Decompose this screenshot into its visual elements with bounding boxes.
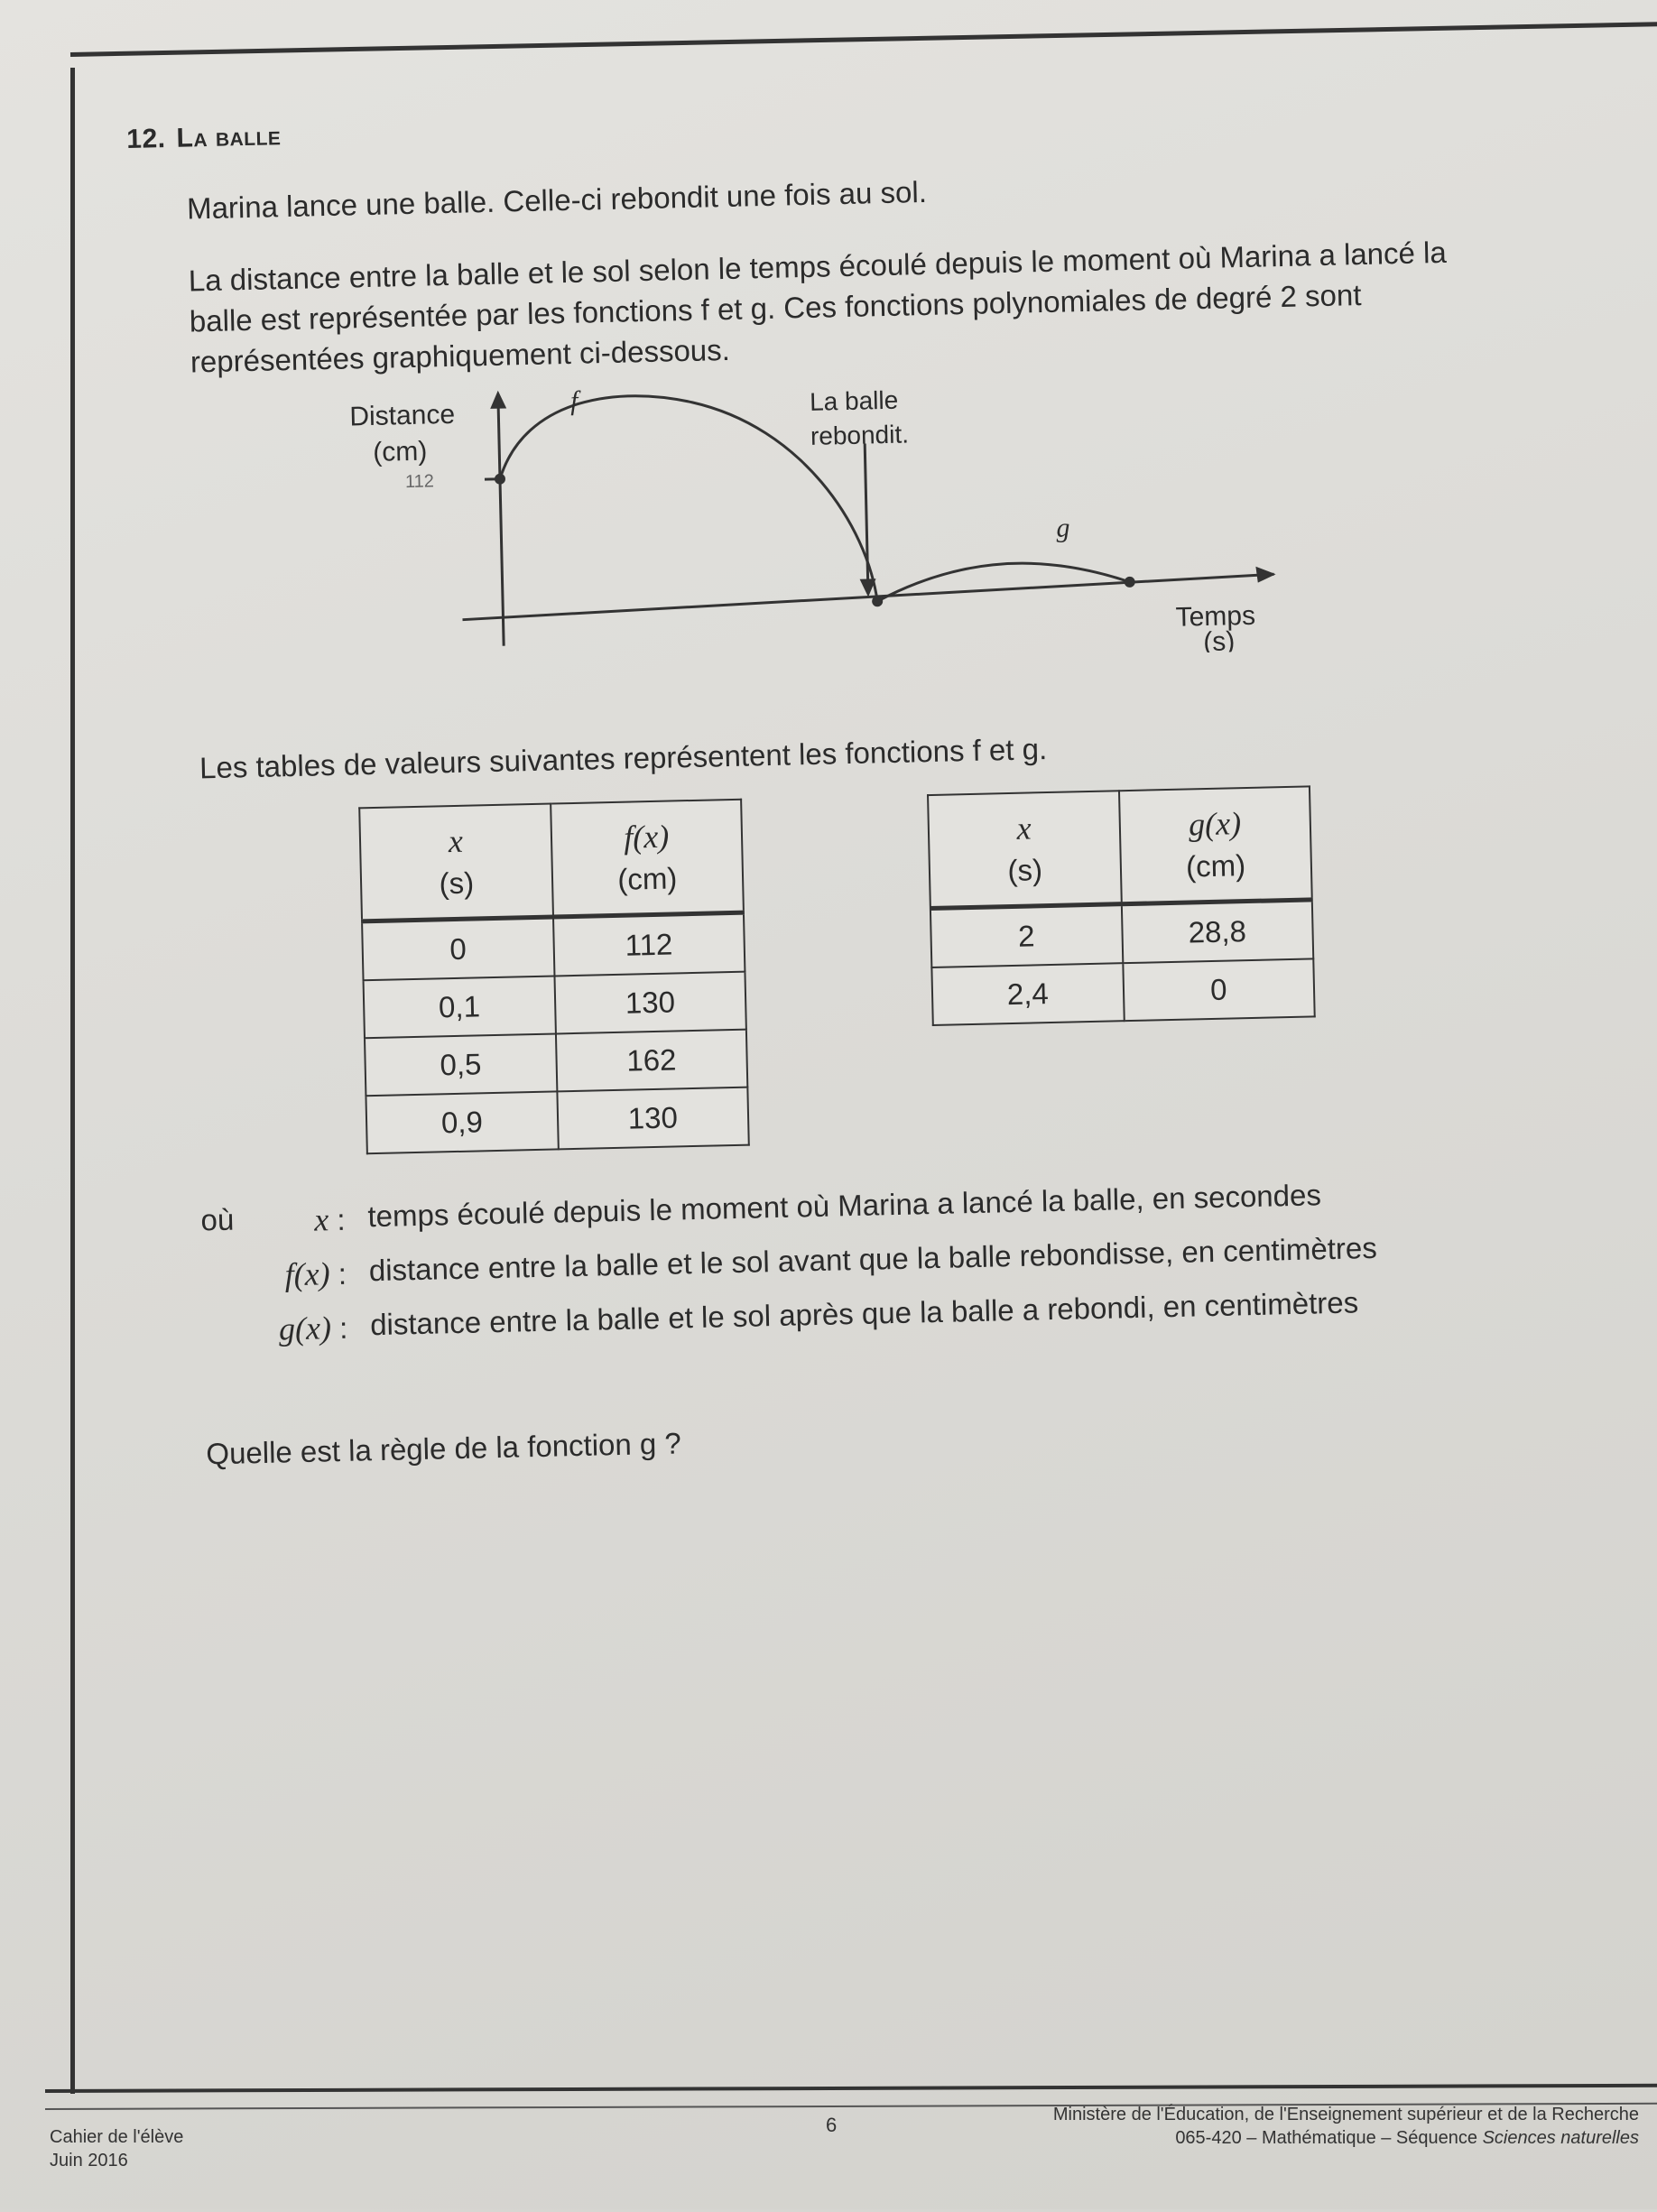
annotation-line1: La balle: [810, 386, 899, 416]
x-axis-unit: (s): [1203, 626, 1236, 657]
table-row: 2,4 0: [931, 958, 1314, 1025]
y-axis-label: Distance: [349, 400, 455, 432]
table-row: 2 28,8: [930, 900, 1313, 967]
table-row: 0,9 130: [366, 1087, 748, 1154]
footer-right: Ministère de l'Éducation, de l'Enseignement supérieur et de la Recherche 065-420 – Mathématique – Séquence Sciences naturelles: [1053, 2103, 1639, 2150]
question-number: 12.: [126, 124, 166, 154]
handwritten-112: 112: [405, 471, 434, 492]
question-content: 12. La balle Marina lance une balle. Celle-ci rebondit une fois au sol. La distance entre la balle et le sol selon le temps écoulé depuis le moment où Marina a lancé la balle est représentée par les fonctions f et g. Ces fonctions polynomiales de degré 2 sont représentées graphiquement ci-dessous. Distance (cm) 112 f g La balle rebondit. Temps (s) Les tables de valeurs suivantes représentent les fonctions f et g. x (s) f(x) (cm) 0 112 0,1 130 0,5 162 0,9 130 x (s) g(x) (cm) 2 28,8 2,4 0 où x : temps écoulé depuis le moment où Marina a lancé la balle, en secondes f(x) : distance entre la balle et le sol avant que la balle rebondisse, en centimètres g(x) : distance entre la balle et le sol après que la balle a rebondi, en centimètres Quelle est la règle de la fonction g ?: [0, 0, 1657, 2212]
annotation-line2: rebondit.: [810, 420, 910, 449]
y-axis-unit: (cm): [373, 437, 428, 467]
table-row: 0,1 130: [364, 972, 746, 1039]
footer-left: Cahier de l'élève Juin 2016: [50, 2125, 183, 2172]
legend-intro: où: [200, 1203, 235, 1238]
intro-text: Marina lance une balle. Celle-ci rebondit une fois au sol.: [187, 158, 1514, 228]
page-number: 6: [826, 2114, 837, 2137]
x-axis-label: Temps: [1175, 601, 1255, 633]
question-prompt: Quelle est la règle de la fonction g ?: [206, 1403, 1533, 1474]
label-g: g: [1056, 513, 1070, 542]
table-g-header-x: x (s): [928, 791, 1121, 908]
label-f: f: [570, 386, 582, 416]
tables-intro: Les tables de valeurs suivantes représentent les fonctions f et g.: [199, 717, 1527, 788]
table-f-header-x: x (s): [359, 804, 552, 921]
description-text: La distance entre la balle et le sol selon le temps écoulé depuis le moment où Marina a lancé la balle est représentée par les fonctions f et g. Ces fonctions polynomiales de degré 2 sont représentées graphiquement ci-dessous.: [188, 230, 1517, 382]
table-g-header-gx: g(x) (cm): [1118, 786, 1311, 903]
table-row: 0,5 162: [365, 1030, 747, 1097]
question-name: La balle: [176, 121, 282, 153]
table-f-header-fx: f(x) (cm): [551, 800, 744, 917]
table-row: 0 112: [362, 912, 745, 980]
